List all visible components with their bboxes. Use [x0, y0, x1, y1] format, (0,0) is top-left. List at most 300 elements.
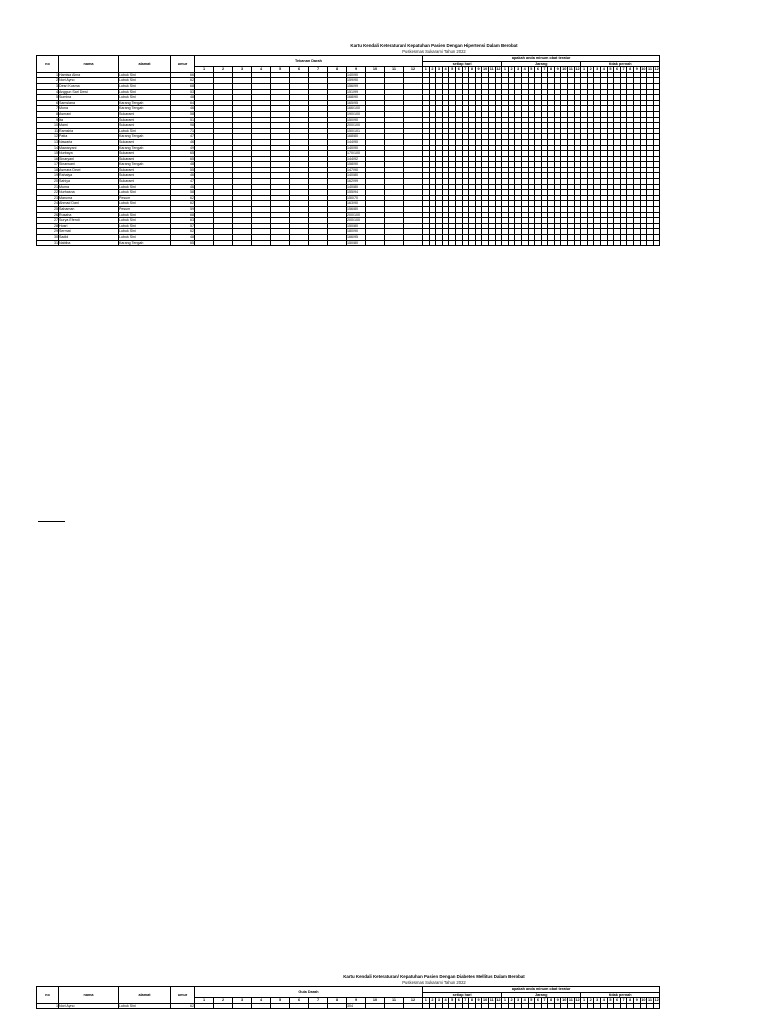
cell-compliance	[488, 240, 495, 246]
cell-compliance	[455, 1003, 462, 1009]
cell-compliance	[502, 1003, 509, 1009]
cell-month	[252, 240, 271, 246]
cell-no: 25	[37, 207, 59, 213]
cell-month	[366, 1003, 385, 1009]
cell-alamat: Lubuk Sini	[119, 184, 171, 190]
cell-alamat: Lubuk Sini	[119, 1003, 171, 1009]
col-header-measure: Tekanan Darah	[195, 56, 423, 67]
compliance-month-header: 1	[423, 67, 430, 73]
cell-no: 30	[37, 235, 59, 241]
cell-umur: 49	[171, 145, 195, 151]
compliance-month-header: 4	[601, 998, 608, 1004]
cell-compliance	[620, 240, 627, 246]
sheet2-title: Kartu Kendali Keteraturan/ Kepatuhan Pasien Dengan Diabetes Mellitus Dalam Berobat	[343, 974, 525, 979]
cell-alamat: Sukarami	[119, 117, 171, 123]
cell-compliance	[620, 1003, 627, 1009]
cell-measure-value: 150/90	[347, 117, 366, 123]
table-row	[37, 1003, 660, 1009]
cell-compliance	[521, 240, 528, 246]
cell-nama: Sadid	[59, 235, 119, 241]
cell-compliance	[475, 1003, 482, 1009]
month-header: 11	[385, 67, 404, 73]
cell-month	[290, 240, 309, 246]
col-header-group: Jarang	[502, 992, 581, 998]
cell-compliance	[541, 1003, 548, 1009]
col-header-compliance: apakah anda minum obat teratur	[423, 56, 660, 62]
compliance-month-header: 11	[489, 998, 494, 1003]
cell-no: 2	[37, 78, 59, 84]
cell-measure-value: 163/90	[347, 201, 366, 207]
cell-compliance	[508, 1003, 515, 1009]
cell-umur: 65	[171, 240, 195, 246]
cell-measure-value: 147/90	[347, 167, 366, 173]
cell-no: 23	[37, 195, 59, 201]
compliance-month-header: 6	[455, 67, 462, 73]
cell-compliance	[482, 240, 489, 246]
cell-measure-value: 150/80	[347, 240, 366, 246]
cell-measure-value: 165/95	[347, 100, 366, 106]
cell-nama: Muna	[59, 106, 119, 112]
cell-compliance	[568, 1003, 575, 1009]
cell-no: 27	[37, 218, 59, 224]
cell-alamat: Karang Tengah	[119, 162, 171, 168]
cell-compliance	[475, 240, 482, 246]
cell-compliance	[449, 1003, 456, 1009]
cell-no: 10	[37, 123, 59, 129]
col-header-no: no	[37, 56, 59, 73]
compliance-month-header: 8	[548, 67, 555, 73]
patient-table	[36, 55, 660, 246]
cell-measure-value: 158/90	[347, 162, 366, 168]
cell-measure-value: 304	[347, 1003, 366, 1009]
cell-nama: Ita	[59, 117, 119, 123]
compliance-month-header: 11	[489, 67, 494, 72]
cell-nama: Nawaria	[59, 139, 119, 145]
compliance-month-header: 7	[462, 998, 469, 1004]
cell-nama: Sahaman	[59, 207, 119, 213]
col-header-no: no	[37, 987, 59, 1004]
cell-nama: Mawaryani	[59, 145, 119, 151]
cell-compliance	[587, 240, 594, 246]
cell-compliance	[614, 1003, 621, 1009]
compliance-month-header: 2	[508, 998, 515, 1004]
compliance-month-header: 5	[449, 998, 456, 1004]
cell-nama: Sahiya	[59, 179, 119, 185]
month-header: 1	[195, 67, 214, 73]
cell-nama: Sumina	[59, 95, 119, 101]
cell-alamat: Lubuk Sini	[119, 89, 171, 95]
cell-nama: Nurbaya	[59, 151, 119, 157]
cell-month	[233, 240, 252, 246]
cell-no: 17	[37, 162, 59, 168]
cell-compliance	[449, 240, 456, 246]
cell-compliance	[442, 1003, 449, 1009]
cell-measure-value: 200/100	[347, 123, 366, 129]
cell-nama: Surya Efendi	[59, 218, 119, 224]
cell-compliance	[462, 1003, 469, 1009]
cell-nama: Sermat	[59, 229, 119, 235]
cell-alamat: Pesum	[119, 207, 171, 213]
month-header: 9	[347, 998, 366, 1004]
cell-umur: 55	[171, 167, 195, 173]
cell-no: 31	[37, 240, 59, 246]
compliance-month-header: 10	[483, 998, 488, 1003]
cell-no: 19	[37, 173, 59, 179]
compliance-month-header: 9	[634, 998, 641, 1004]
compliance-month-header: 9	[475, 67, 482, 73]
cell-compliance	[469, 240, 476, 246]
cell-measure-value: 144/90	[347, 139, 366, 145]
month-header: 10	[366, 998, 385, 1004]
month-header: 10	[366, 67, 385, 73]
cell-no: 29	[37, 229, 59, 235]
compliance-month-header: 1	[502, 67, 509, 73]
cell-umur: 51	[171, 117, 195, 123]
compliance-month-header: 7	[462, 67, 469, 73]
cell-alamat: Sukarami	[119, 111, 171, 117]
cell-umur: 46	[171, 184, 195, 190]
cell-compliance	[601, 240, 608, 246]
cell-alamat: Sukarami	[119, 139, 171, 145]
cell-alamat: Sukarami	[119, 123, 171, 129]
cell-compliance	[541, 240, 548, 246]
col-header-nama: nama	[59, 987, 119, 1004]
cell-alamat: Lubuk Sini	[119, 218, 171, 224]
col-header-compliance: apakah anda minum obat teratur	[423, 987, 660, 993]
compliance-month-header: 5	[528, 998, 535, 1004]
cell-compliance	[607, 1003, 614, 1009]
cell-month	[404, 240, 423, 246]
cell-alamat: Karang Tengah	[119, 106, 171, 112]
cell-nama: Desri Kusma	[59, 83, 119, 89]
divider-line	[38, 521, 65, 522]
cell-nama: Nori Ayno	[59, 78, 119, 84]
cell-month	[195, 1003, 214, 1009]
compliance-month-header: 10	[562, 998, 567, 1003]
cell-alamat: Lubuk Sini	[119, 229, 171, 235]
cell-alamat: Sukarami	[119, 167, 171, 173]
cell-measure-value: 168/80	[347, 134, 366, 140]
cell-alamat: Karang Tengah	[119, 100, 171, 106]
cell-measure-value: 140/90	[347, 145, 366, 151]
cell-no: 16	[37, 156, 59, 162]
compliance-month-header: 2	[587, 67, 594, 73]
cell-compliance	[581, 1003, 588, 1009]
cell-measure-value: 150/80	[347, 223, 366, 229]
month-header: 6	[290, 998, 309, 1004]
cell-nama: Anggun Sari Dewi	[59, 89, 119, 95]
cell-umur: 58	[171, 111, 195, 117]
cell-no: 3	[37, 83, 59, 89]
cell-alamat: Lubuk Sini	[119, 72, 171, 78]
cell-month	[214, 240, 233, 246]
cell-no: 1	[37, 1003, 59, 1009]
compliance-month-header: 2	[429, 998, 436, 1004]
compliance-month-header: 12	[654, 998, 659, 1003]
cell-compliance	[634, 240, 641, 246]
cell-compliance	[502, 240, 509, 246]
sheet1-title: Kartu Kendali Keteraturan/ Kepatuhan Pasien Dengan Hipertensi Dalam Berobat	[350, 43, 518, 48]
cell-month	[404, 1003, 423, 1009]
sheet2-table-container	[36, 986, 660, 1009]
month-header: 2	[214, 67, 233, 73]
compliance-month-header: 8	[627, 998, 634, 1004]
compliance-month-header: 4	[521, 998, 528, 1004]
cell-no: 4	[37, 89, 59, 95]
cell-no: 5	[37, 95, 59, 101]
cell-month	[385, 1003, 404, 1009]
cell-no: 6	[37, 100, 59, 106]
cell-nama: Nori Ayno	[59, 1003, 119, 1009]
cell-compliance	[515, 1003, 522, 1009]
cell-measure-value: 140/80	[347, 184, 366, 190]
cell-umur: 62	[171, 1003, 195, 1009]
cell-nama: Ramsiria	[59, 128, 119, 134]
cell-measure-value: 170/100	[347, 151, 366, 157]
cell-no: 13	[37, 139, 59, 145]
month-header: 8	[328, 998, 347, 1004]
cell-umur: 65	[171, 151, 195, 157]
compliance-month-header: 7	[620, 67, 627, 73]
col-header-group: Jarang	[502, 61, 581, 67]
compliance-month-header: 9	[475, 998, 482, 1004]
compliance-month-header: 12	[654, 67, 659, 72]
compliance-month-header: 5	[607, 67, 614, 73]
cell-measure-value: 140/80	[347, 173, 366, 179]
compliance-month-header: 10	[641, 998, 646, 1003]
compliance-month-header: 12	[496, 67, 501, 72]
cell-compliance	[528, 240, 535, 246]
cell-measure-value: 144/92	[347, 156, 366, 162]
cell-umur: 66	[171, 72, 195, 78]
cell-measure-value: 200/100	[347, 218, 366, 224]
cell-umur: 46	[171, 173, 195, 179]
cell-nama: Muma	[59, 184, 119, 190]
month-header: 11	[385, 998, 404, 1004]
month-header: 3	[233, 998, 252, 1004]
cell-umur: 53	[171, 89, 195, 95]
col-header-umur: umur	[171, 987, 195, 1004]
cell-alamat: Sukarami	[119, 179, 171, 185]
cell-compliance	[535, 1003, 542, 1009]
cell-compliance	[469, 1003, 476, 1009]
compliance-month-header: 12	[496, 998, 501, 1003]
cell-no: 7	[37, 106, 59, 112]
compliance-month-header: 4	[442, 67, 449, 73]
cell-compliance	[574, 1003, 581, 1009]
cell-compliance	[548, 240, 555, 246]
cell-umur: 98	[171, 123, 195, 129]
cell-umur: 47	[171, 179, 195, 185]
month-header: 12	[404, 998, 423, 1004]
compliance-month-header: 4	[521, 67, 528, 73]
compliance-month-header: 10	[562, 67, 567, 72]
compliance-month-header: 12	[575, 67, 580, 72]
cell-no: 9	[37, 117, 59, 123]
col-header-nama: nama	[59, 56, 119, 73]
cell-alamat: Sukarami	[119, 151, 171, 157]
cell-month	[233, 1003, 252, 1009]
cell-compliance	[561, 1003, 568, 1009]
compliance-month-header: 7	[541, 998, 548, 1004]
cell-compliance	[495, 1003, 502, 1009]
col-header-group: tidak pernah	[581, 992, 660, 998]
cell-no: 12	[37, 134, 59, 140]
cell-alamat: Lubuk Sini	[119, 128, 171, 134]
cell-month	[195, 240, 214, 246]
cell-nama: Nurhasna	[59, 190, 119, 196]
sheet1-table-container	[36, 55, 660, 246]
month-header: 8	[328, 67, 347, 73]
cell-compliance	[647, 1003, 654, 1009]
compliance-month-header: 3	[594, 998, 601, 1004]
cell-measure-value: 156/99	[347, 83, 366, 89]
compliance-month-header: 2	[429, 67, 436, 73]
cell-compliance	[634, 1003, 641, 1009]
cell-compliance	[442, 240, 449, 246]
cell-umur: 48	[171, 95, 195, 101]
cell-nama: Asmani	[59, 111, 119, 117]
cell-alamat: Karang Tengah	[119, 145, 171, 151]
month-header: 5	[271, 998, 290, 1004]
cell-compliance	[581, 240, 588, 246]
cell-month	[385, 240, 404, 246]
cell-month	[252, 1003, 271, 1009]
cell-alamat: Lubuk Sini	[119, 78, 171, 84]
col-header-umur: umur	[171, 56, 195, 73]
month-header: 1	[195, 998, 214, 1004]
cell-umur: 46	[171, 106, 195, 112]
cell-measure-value: 180/90	[347, 229, 366, 235]
cell-compliance	[607, 240, 614, 246]
compliance-month-header: 3	[515, 998, 522, 1004]
compliance-month-header: 1	[502, 998, 509, 1004]
cell-measure-value: 150/101	[347, 128, 366, 134]
cell-compliance	[436, 1003, 443, 1009]
compliance-month-header: 9	[634, 67, 641, 73]
table-row	[37, 240, 660, 246]
cell-umur: 64	[171, 100, 195, 106]
cell-compliance	[627, 240, 634, 246]
compliance-month-header: 11	[647, 998, 652, 1003]
cell-compliance	[535, 240, 542, 246]
cell-alamat: Lubuk Sini	[119, 223, 171, 229]
cell-umur: 48	[171, 162, 195, 168]
cell-compliance	[653, 1003, 660, 1009]
cell-month	[328, 240, 347, 246]
cell-umur: 71	[171, 128, 195, 134]
cell-month	[271, 1003, 290, 1009]
cell-umur: 59	[171, 207, 195, 213]
compliance-month-header: 6	[455, 998, 462, 1004]
cell-measure-value: 190/100	[347, 111, 366, 117]
cell-nama: Rusaha	[59, 212, 119, 218]
cell-compliance	[653, 240, 660, 246]
cell-umur: 62	[171, 229, 195, 235]
cell-alamat: Lubuk Sini	[119, 83, 171, 89]
cell-month	[214, 1003, 233, 1009]
cell-measure-value: 166/95	[347, 235, 366, 241]
cell-compliance	[568, 240, 575, 246]
cell-compliance	[462, 240, 469, 246]
cell-umur: 62	[171, 195, 195, 201]
cell-umur: 68	[171, 83, 195, 89]
cell-nama: Patia	[59, 134, 119, 140]
cell-alamat: Pesum	[119, 195, 171, 201]
cell-measure-value: 155/94	[347, 190, 366, 196]
cell-month	[309, 1003, 328, 1009]
cell-compliance	[423, 240, 430, 246]
compliance-month-header: 6	[535, 998, 542, 1004]
cell-alamat: Sukarami	[119, 173, 171, 179]
cell-compliance	[429, 1003, 436, 1009]
compliance-month-header: 10	[641, 67, 646, 72]
cell-alamat: Lubuk Sini	[119, 235, 171, 241]
cell-nama: Hamisa Alma	[59, 72, 119, 78]
cell-alamat: Lubuk Sini	[119, 190, 171, 196]
cell-umur: 65	[171, 156, 195, 162]
sheet1-subtitle: Puskesmas Sukarami Tahun 2022	[402, 49, 466, 54]
cell-compliance	[614, 240, 621, 246]
month-header: 9	[347, 67, 366, 73]
cell-umur: 63	[171, 218, 195, 224]
cell-measure-value: 151/99	[347, 89, 366, 95]
cell-measure-value: 200/100	[347, 212, 366, 218]
cell-no: 26	[37, 212, 59, 218]
cell-alamat: Lubuk Sini	[119, 95, 171, 101]
cell-compliance	[488, 1003, 495, 1009]
patient-table	[36, 986, 660, 1009]
month-header: 4	[252, 998, 271, 1004]
compliance-month-header: 3	[594, 67, 601, 73]
month-header: 2	[214, 998, 233, 1004]
cell-compliance	[640, 240, 647, 246]
cell-compliance	[601, 1003, 608, 1009]
compliance-month-header: 2	[587, 998, 594, 1004]
cell-month	[309, 240, 328, 246]
cell-umur: 47	[171, 134, 195, 140]
cell-nama: Samsiana	[59, 100, 119, 106]
compliance-month-header: 6	[535, 67, 542, 73]
compliance-month-header: 7	[620, 998, 627, 1004]
cell-measure-value: 166/100	[347, 106, 366, 112]
cell-umur: 48	[171, 235, 195, 241]
compliance-month-header: 3	[436, 998, 443, 1004]
cell-measure-value: 140/90	[347, 72, 366, 78]
compliance-month-header: 5	[528, 67, 535, 73]
compliance-month-header: 6	[614, 67, 621, 73]
col-header-group: setiap hari	[423, 61, 502, 67]
cell-compliance	[436, 240, 443, 246]
compliance-month-header: 8	[627, 67, 634, 73]
compliance-month-header: 5	[607, 998, 614, 1004]
cell-umur: 46	[171, 139, 195, 145]
cell-alamat: Lubuk Sini	[119, 212, 171, 218]
compliance-month-header: 1	[581, 67, 588, 73]
cell-no: 20	[37, 179, 59, 185]
sheet2-subtitle: Puskesmas Sukarami Tahun 2022	[402, 980, 466, 985]
compliance-month-header: 2	[508, 67, 515, 73]
cell-compliance	[554, 240, 561, 246]
compliance-month-header: 12	[575, 998, 580, 1003]
cell-compliance	[521, 1003, 528, 1009]
cell-nama: Nabiba	[59, 240, 119, 246]
cell-no: 22	[37, 190, 59, 196]
cell-compliance	[495, 240, 502, 246]
compliance-month-header: 8	[469, 998, 476, 1004]
cell-nama: Sinaryani	[59, 156, 119, 162]
cell-alamat: Sukarami	[119, 156, 171, 162]
